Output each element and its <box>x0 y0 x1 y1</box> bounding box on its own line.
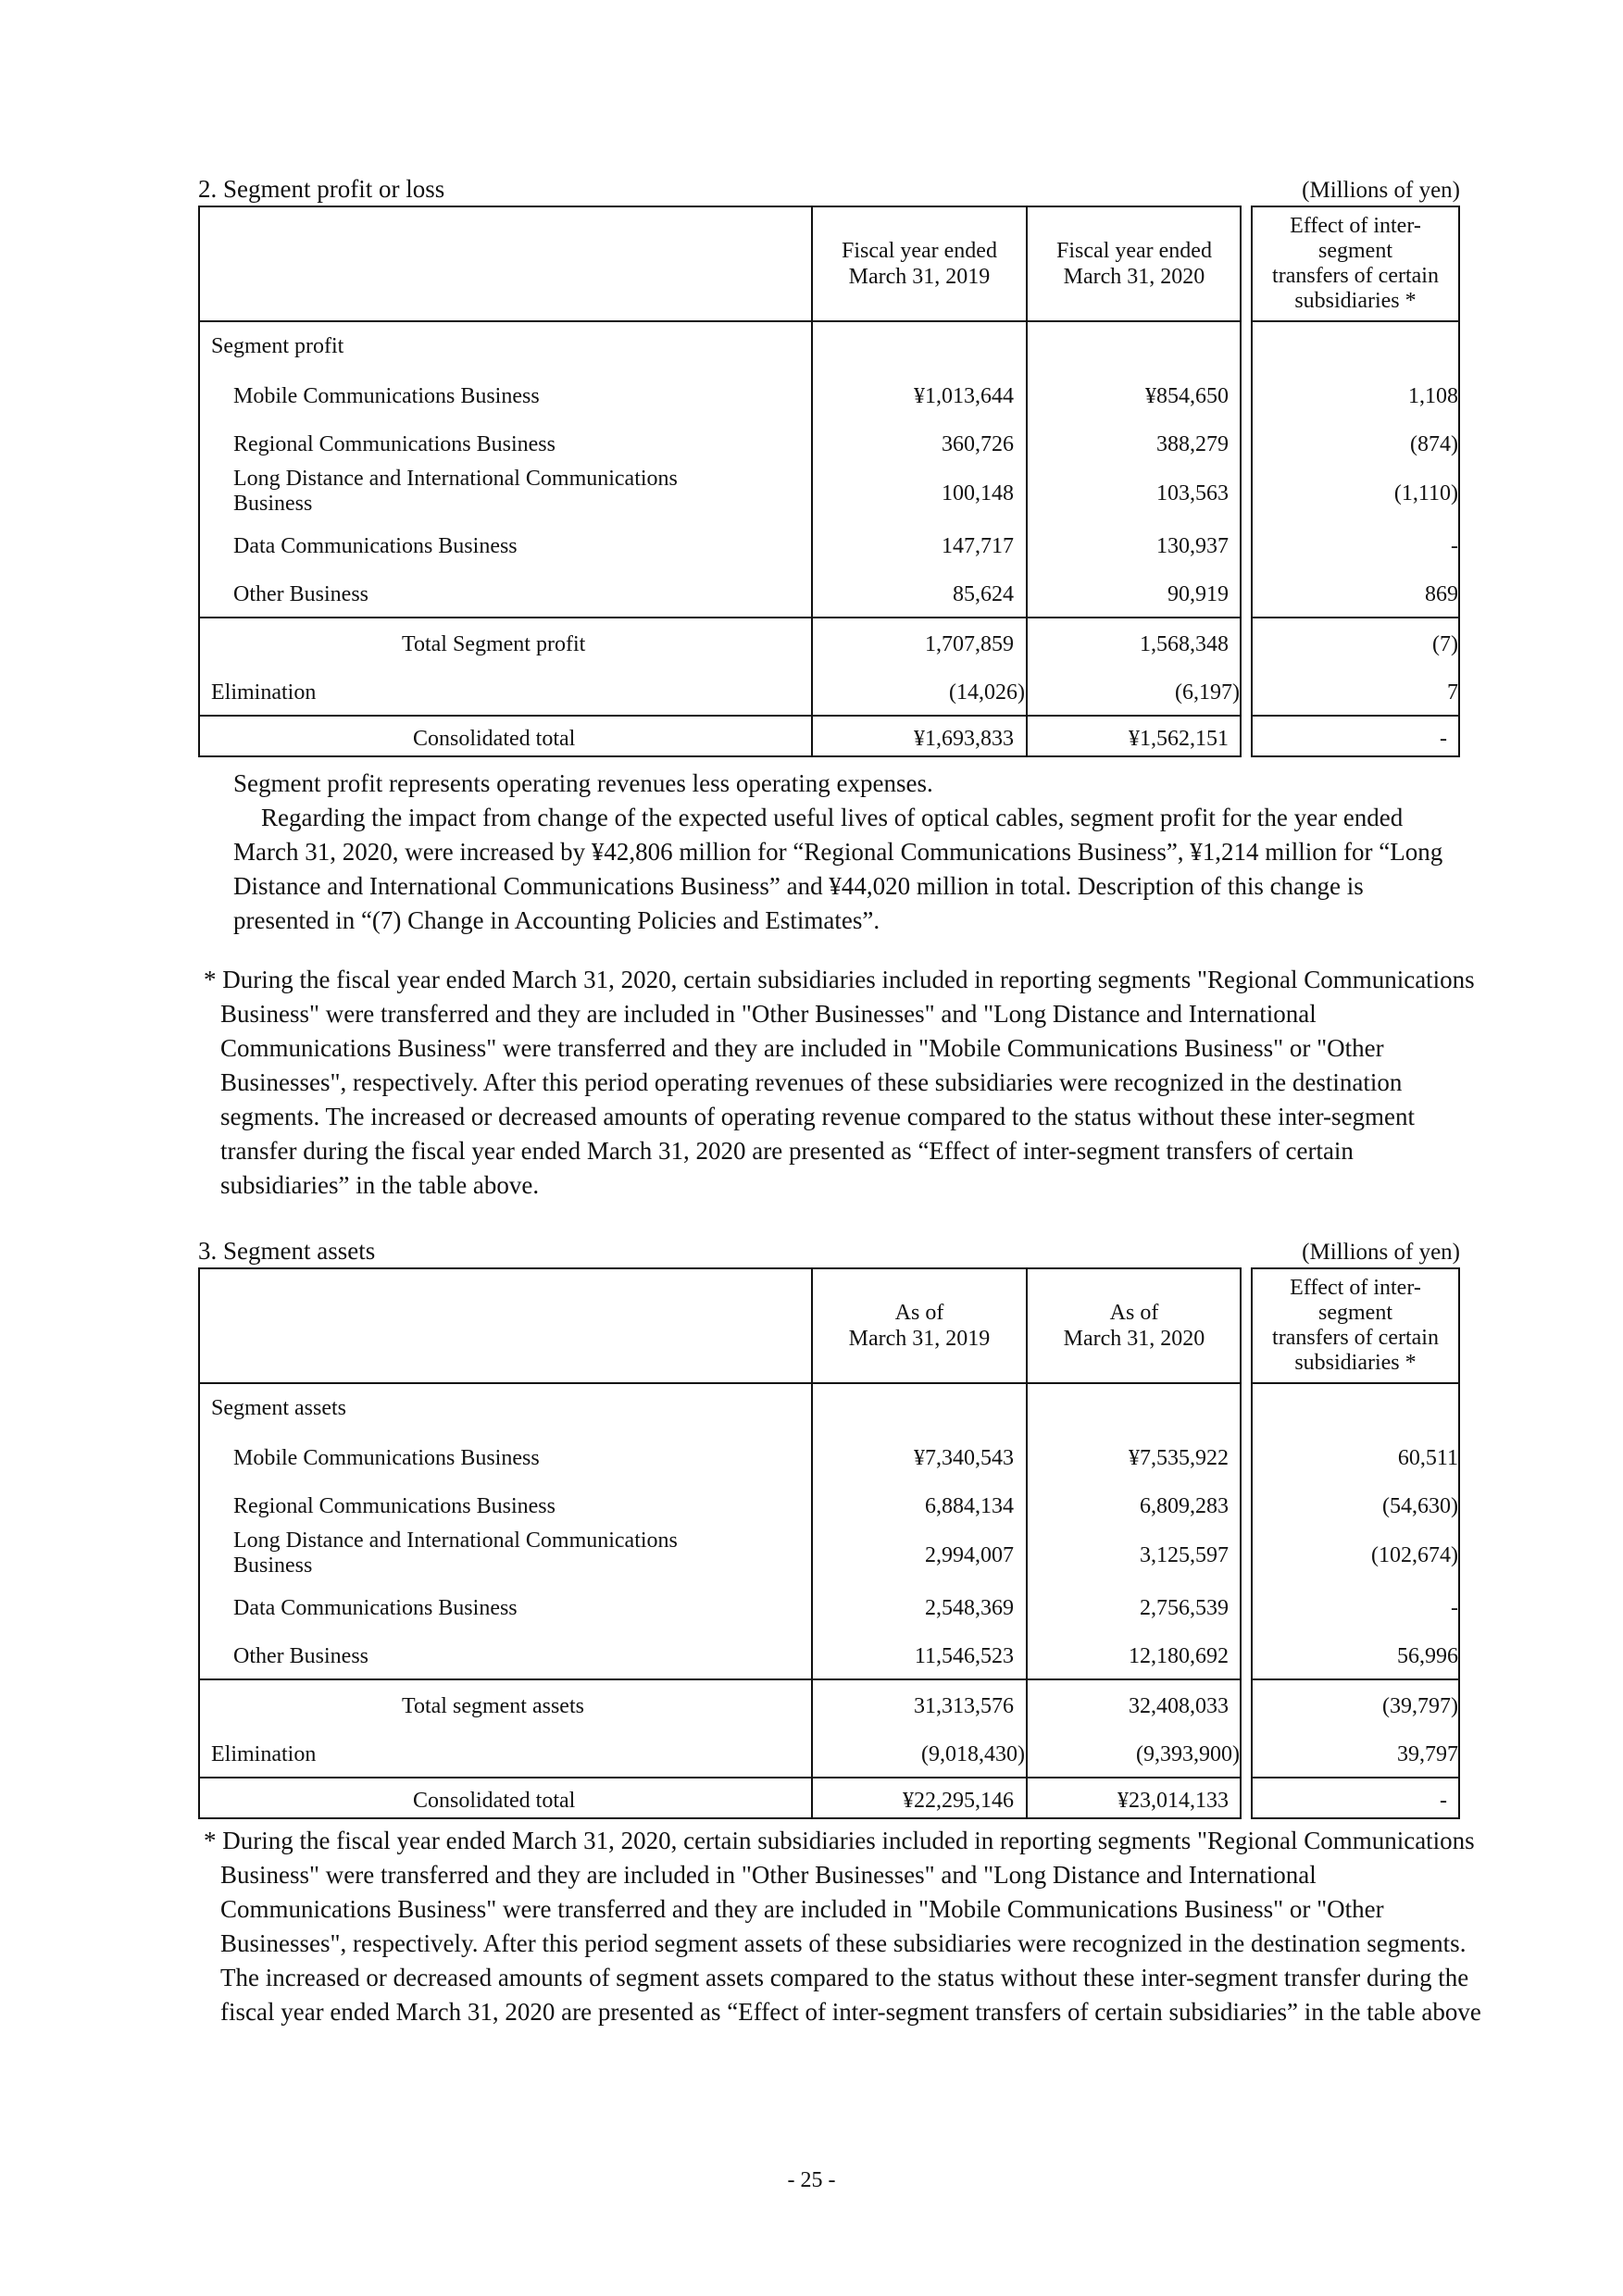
table-row-label: Mobile Communications Business <box>233 384 540 408</box>
consolidated-cell-effect: - <box>1440 727 1447 751</box>
table-cell-effect: 56,996 <box>1397 1644 1458 1668</box>
row-divider <box>198 715 1242 717</box>
elimination-cell-2019: (14,026) <box>949 680 1025 705</box>
table-cell-2020: ¥854,650 <box>1145 384 1229 408</box>
table-cell-2019: 2,994,007 <box>925 1543 1014 1567</box>
row-divider <box>1251 1678 1460 1680</box>
section-header <box>198 1234 1460 1267</box>
total-label: Total segment assets <box>402 1694 584 1718</box>
table-cell-2019: 2,548,369 <box>925 1596 1014 1620</box>
table-row-label: Regional Communications Business <box>233 432 556 456</box>
segment-assets-table <box>198 1267 1460 1819</box>
segment-profit-table <box>198 206 1460 757</box>
table-row-label: Long Distance and International Communications Business <box>233 467 678 516</box>
elimination-cell-2020: (6,197) <box>1175 680 1240 705</box>
table-cell-effect: (1,110) <box>1393 481 1458 505</box>
table-cell-2019: ¥7,340,543 <box>914 1446 1014 1470</box>
consolidated-cell-2019: ¥1,693,833 <box>914 727 1014 751</box>
elimination-label: Elimination <box>211 680 317 705</box>
row-divider <box>198 1382 1242 1384</box>
assets-footnote-text: * During the fiscal year ended March 31, 2020, certain subsidiaries included in reporting segments "Regional Communications Business" were transferred and they are included in "Other Businesses" and "Long Distance and International Communications Business" were transferred and they are included in "Mobile Communications Business" or "Other Businesses", respectively. After this period segment assets of these subsidiaries were recognized in the destination segments. The increased or decreased amounts of segment assets compared to the status without these inter-segment transfer during the fiscal year ended March 31, 2020 are presented as “Effect of inter-segment transfers of certain subsidiaries” in the table above <box>204 1827 1481 2026</box>
table-cell-2020: 130,937 <box>1156 534 1229 558</box>
profit-note-text: Regarding the impact from change of the expected useful lives of optical cables, segment profit for the year ended March 31, 2020, were increased by ¥42,806 million for “Regional Communications Business”, ¥1,214 million for “Long Distance and International Communications Business” and ¥44,020 million in total. Description of this change is presented in “(7) Change in Accounting Policies and Estimates”. <box>233 804 1443 934</box>
consolidated-cell-effect: - <box>1440 1789 1447 1813</box>
segment-assets-section <box>198 1234 1460 1819</box>
column-header-2019: As of March 31, 2019 <box>848 1301 991 1351</box>
table-row-label: Other Business <box>233 582 368 606</box>
row-divider <box>1251 617 1460 618</box>
table-cell-2020: 6,809,283 <box>1140 1494 1229 1518</box>
unit-label: (Millions of yen) <box>1302 1240 1460 1265</box>
section-header <box>198 172 1460 206</box>
elimination-label: Elimination <box>211 1742 317 1766</box>
total-cell-2020: 32,408,033 <box>1129 1694 1229 1718</box>
table-cell-effect: (102,674) <box>1371 1543 1458 1567</box>
table-row-label: Long Distance and International Communications Business <box>233 1529 678 1578</box>
total-cell-2020: 1,568,348 <box>1140 632 1229 656</box>
total-cell-2019: 1,707,859 <box>925 632 1014 656</box>
group-label: Segment profit <box>211 334 344 358</box>
row-divider <box>1251 1777 1460 1778</box>
profit-footnote <box>204 963 1487 1203</box>
page-number: - 25 - <box>787 2168 836 2192</box>
table-cell-effect: 1,108 <box>1408 384 1458 408</box>
table-cell-2020: 2,756,539 <box>1140 1596 1229 1620</box>
profit-footnote-text: * During the fiscal year ended March 31, 2020, certain subsidiaries included in reporting segments "Regional Communications Business" were transferred and they are included in "Other Businesses" and "Long Distance and International Communications Business" were transferred and they are included in "Mobile Communications Business" or "Other Businesses", respectively. After this period operating revenues of these subsidiaries were recognized in the destination segments. The increased or decreased amounts of operating revenue compared to the status without these inter-segment transfer during the fiscal year ended March 31, 2020 are presented as “Effect of inter-segment transfers of certain subsidiaries” in the table above. <box>204 966 1475 1199</box>
table-cell-2019: ¥1,013,644 <box>914 384 1014 408</box>
table-cell-2020: 12,180,692 <box>1129 1644 1229 1668</box>
consolidated-cell-2020: ¥1,562,151 <box>1129 727 1229 751</box>
column-header-effect: Effect of inter- segment transfers of certain subsidiaries * <box>1272 214 1439 313</box>
consolidated-label: Consolidated total <box>413 727 576 751</box>
table-row-label: Regional Communications Business <box>233 1494 556 1518</box>
table-cell-effect: - <box>1451 534 1458 558</box>
row-divider <box>198 1777 1242 1778</box>
table-row-label: Mobile Communications Business <box>233 1446 540 1470</box>
row-divider <box>198 1678 1242 1680</box>
column-header-2020: As of March 31, 2020 <box>1063 1301 1205 1351</box>
table-cell-effect: 869 <box>1425 582 1458 606</box>
row-divider <box>198 320 1242 322</box>
table-cell-2020: ¥7,535,922 <box>1129 1446 1229 1470</box>
column-header-effect: Effect of inter- segment transfers of certain subsidiaries * <box>1272 1276 1439 1375</box>
elimination-cell-effect: 7 <box>1447 680 1458 705</box>
section-title: 2. Segment profit or loss <box>198 175 445 203</box>
table-row-label: Data Communications Business <box>233 534 518 558</box>
table-cell-2019: 85,624 <box>953 582 1014 606</box>
segment-profit-section <box>198 172 1460 757</box>
consolidated-cell-2019: ¥22,295,146 <box>903 1789 1014 1813</box>
profit-note-line: Segment profit represents operating revenues less operating expenses. <box>233 769 933 797</box>
section-title: 3. Segment assets <box>198 1237 376 1265</box>
table-cell-2019: 11,546,523 <box>914 1644 1014 1668</box>
table-cell-effect: (874) <box>1410 432 1458 456</box>
group-label: Segment assets <box>211 1396 346 1420</box>
row-divider <box>1251 1382 1460 1384</box>
profit-note-paragraph <box>233 801 1465 938</box>
table-cell-2020: 90,919 <box>1167 582 1229 606</box>
column-header-2020: Fiscal year ended March 31, 2020 <box>1056 239 1212 289</box>
consolidated-label: Consolidated total <box>413 1789 576 1813</box>
elimination-cell-2020: (9,393,900) <box>1136 1742 1240 1766</box>
table-cell-2019: 6,884,134 <box>925 1494 1014 1518</box>
table-cell-effect: (54,630) <box>1382 1494 1458 1518</box>
consolidated-cell-2020: ¥23,014,133 <box>1117 1789 1229 1813</box>
table-cell-2019: 100,148 <box>942 481 1014 505</box>
table-row-label: Data Communications Business <box>233 1596 518 1620</box>
unit-label: (Millions of yen) <box>1302 178 1460 203</box>
table-cell-effect: 60,511 <box>1397 1446 1458 1470</box>
total-cell-effect: (7) <box>1432 632 1458 656</box>
column-header-2019: Fiscal year ended March 31, 2019 <box>842 239 997 289</box>
assets-footnote <box>204 1824 1487 2029</box>
table-cell-2020: 388,279 <box>1156 432 1229 456</box>
table-cell-2020: 103,563 <box>1156 481 1229 505</box>
table-cell-2019: 147,717 <box>942 534 1014 558</box>
row-divider <box>1251 715 1460 717</box>
total-label: Total Segment profit <box>402 632 586 656</box>
row-divider <box>198 617 1242 618</box>
table-row-label: Other Business <box>233 1644 368 1668</box>
elimination-cell-effect: 39,797 <box>1397 1742 1458 1766</box>
elimination-cell-2019: (9,018,430) <box>921 1742 1025 1766</box>
table-cell-effect: - <box>1451 1596 1458 1620</box>
table-cell-2019: 360,726 <box>942 432 1014 456</box>
row-divider <box>1251 320 1460 322</box>
total-cell-effect: (39,797) <box>1382 1694 1458 1718</box>
total-cell-2019: 31,313,576 <box>914 1694 1014 1718</box>
table-cell-2020: 3,125,597 <box>1140 1543 1229 1567</box>
